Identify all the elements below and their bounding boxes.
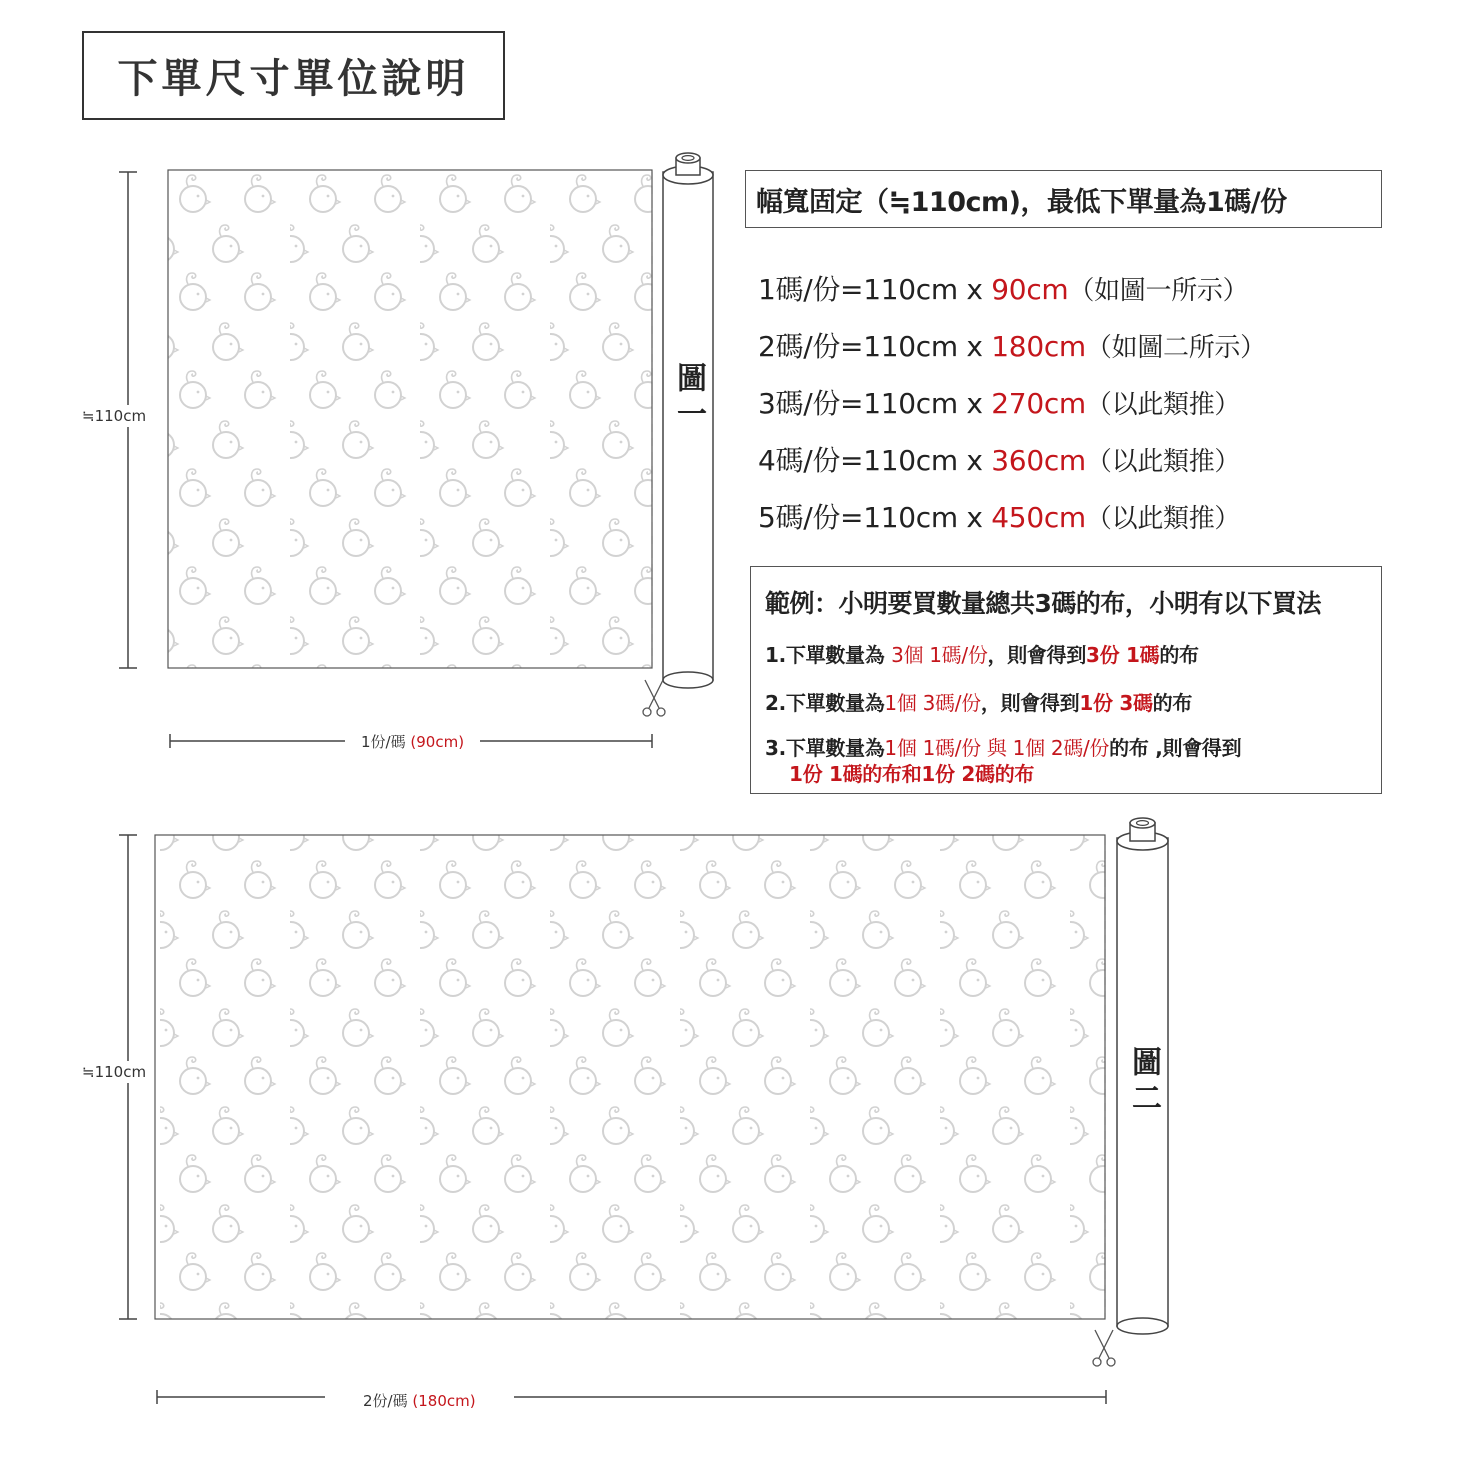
example-highlight: 1個 1碼/份 與 1個 2碼/份 (884, 736, 1110, 760)
figure2-width-label (325, 1390, 514, 1411)
example-text: 的布 ,則會得到 (1109, 736, 1242, 760)
spec-prefix: 3碼/份=110cm x (758, 387, 992, 420)
example-box (750, 566, 1382, 794)
figure2-scissors-icon (1093, 1330, 1115, 1366)
spec-note: （如圖二所示） (1085, 333, 1266, 363)
example-title: 範例：小明要買數量總共3碼的布，小明有以下買法 (765, 589, 1321, 618)
figure2-fabric (155, 835, 1105, 1319)
example-text: 2.下單數量為 (765, 691, 885, 715)
figure2-width-value: (180cm) (412, 1392, 476, 1410)
spec-length: 270cm (991, 387, 1086, 420)
spec-prefix: 1碼/份=110cm x (758, 273, 992, 306)
example-highlight: 1份 3碼 (1079, 691, 1153, 715)
example-text: 的布 (1152, 691, 1193, 715)
spec-length: 180cm (991, 330, 1086, 363)
example-highlight: 1個 3碼/份 (884, 691, 981, 715)
figure2-height-label: ≒110cm (82, 1063, 147, 1081)
figure1-width-label (345, 731, 480, 752)
example-line-4 (789, 758, 1034, 787)
example-text: 1.下單數量為 (765, 643, 892, 667)
spec-line (758, 325, 1266, 365)
figure2-width-dimension (157, 1390, 1106, 1404)
example-highlight: 1份 1碼 (789, 762, 863, 786)
figure1-width-value: (90cm) (410, 733, 465, 751)
figure1-width-prefix: 1份/碼 (361, 733, 406, 751)
page-title: 下單尺寸單位說明 (117, 56, 470, 102)
figure1-fabric (168, 170, 652, 668)
spec-line (758, 439, 1240, 479)
example-highlight: 3個 1碼/份 (891, 643, 988, 667)
spec-line (758, 496, 1240, 536)
spec-length: 450cm (991, 501, 1086, 534)
spec-prefix: 2碼/份=110cm x (758, 330, 992, 363)
spec-note: （以此類推） (1085, 390, 1241, 420)
spec-note: （以此類推） (1085, 447, 1241, 477)
example-line-1 (765, 639, 1199, 668)
spec-line (758, 268, 1248, 308)
example-text: ，則會得到 (987, 643, 1087, 667)
spec-note: （以此類推） (1085, 504, 1241, 534)
fixed-width-info-text: 幅寬固定（≒110cm)，最低下單量為1碼/份 (756, 186, 1287, 218)
example-text: ，則會得到 (980, 691, 1080, 715)
figure2-width-prefix: 2份/碼 (363, 1392, 408, 1410)
spec-line (758, 382, 1240, 422)
figure1-scissors-icon (643, 680, 665, 716)
spec-length: 360cm (991, 444, 1086, 477)
figure1-label: 圖一 (671, 362, 706, 434)
example-text: 的布 (1159, 643, 1199, 667)
example-line-2 (765, 687, 1192, 716)
figure2-label: 圖二 (1126, 1046, 1161, 1118)
spec-note: （如圖一所示） (1068, 276, 1249, 306)
example-highlight: 1份 2碼 (921, 762, 995, 786)
spec-prefix: 4碼/份=110cm x (758, 444, 992, 477)
example-highlight: 的布和 (862, 762, 922, 786)
example-line-3 (765, 732, 1241, 761)
example-highlight: 3份 1碼 (1086, 643, 1160, 667)
fixed-width-info-box (745, 170, 1382, 228)
spec-prefix: 5碼/份=110cm x (758, 501, 992, 534)
example-highlight: 的布 (994, 762, 1035, 786)
spec-length: 90cm (991, 273, 1069, 306)
example-text: 3.下單數量為 (765, 736, 885, 760)
figure1-height-label: ≒110cm (82, 407, 147, 425)
